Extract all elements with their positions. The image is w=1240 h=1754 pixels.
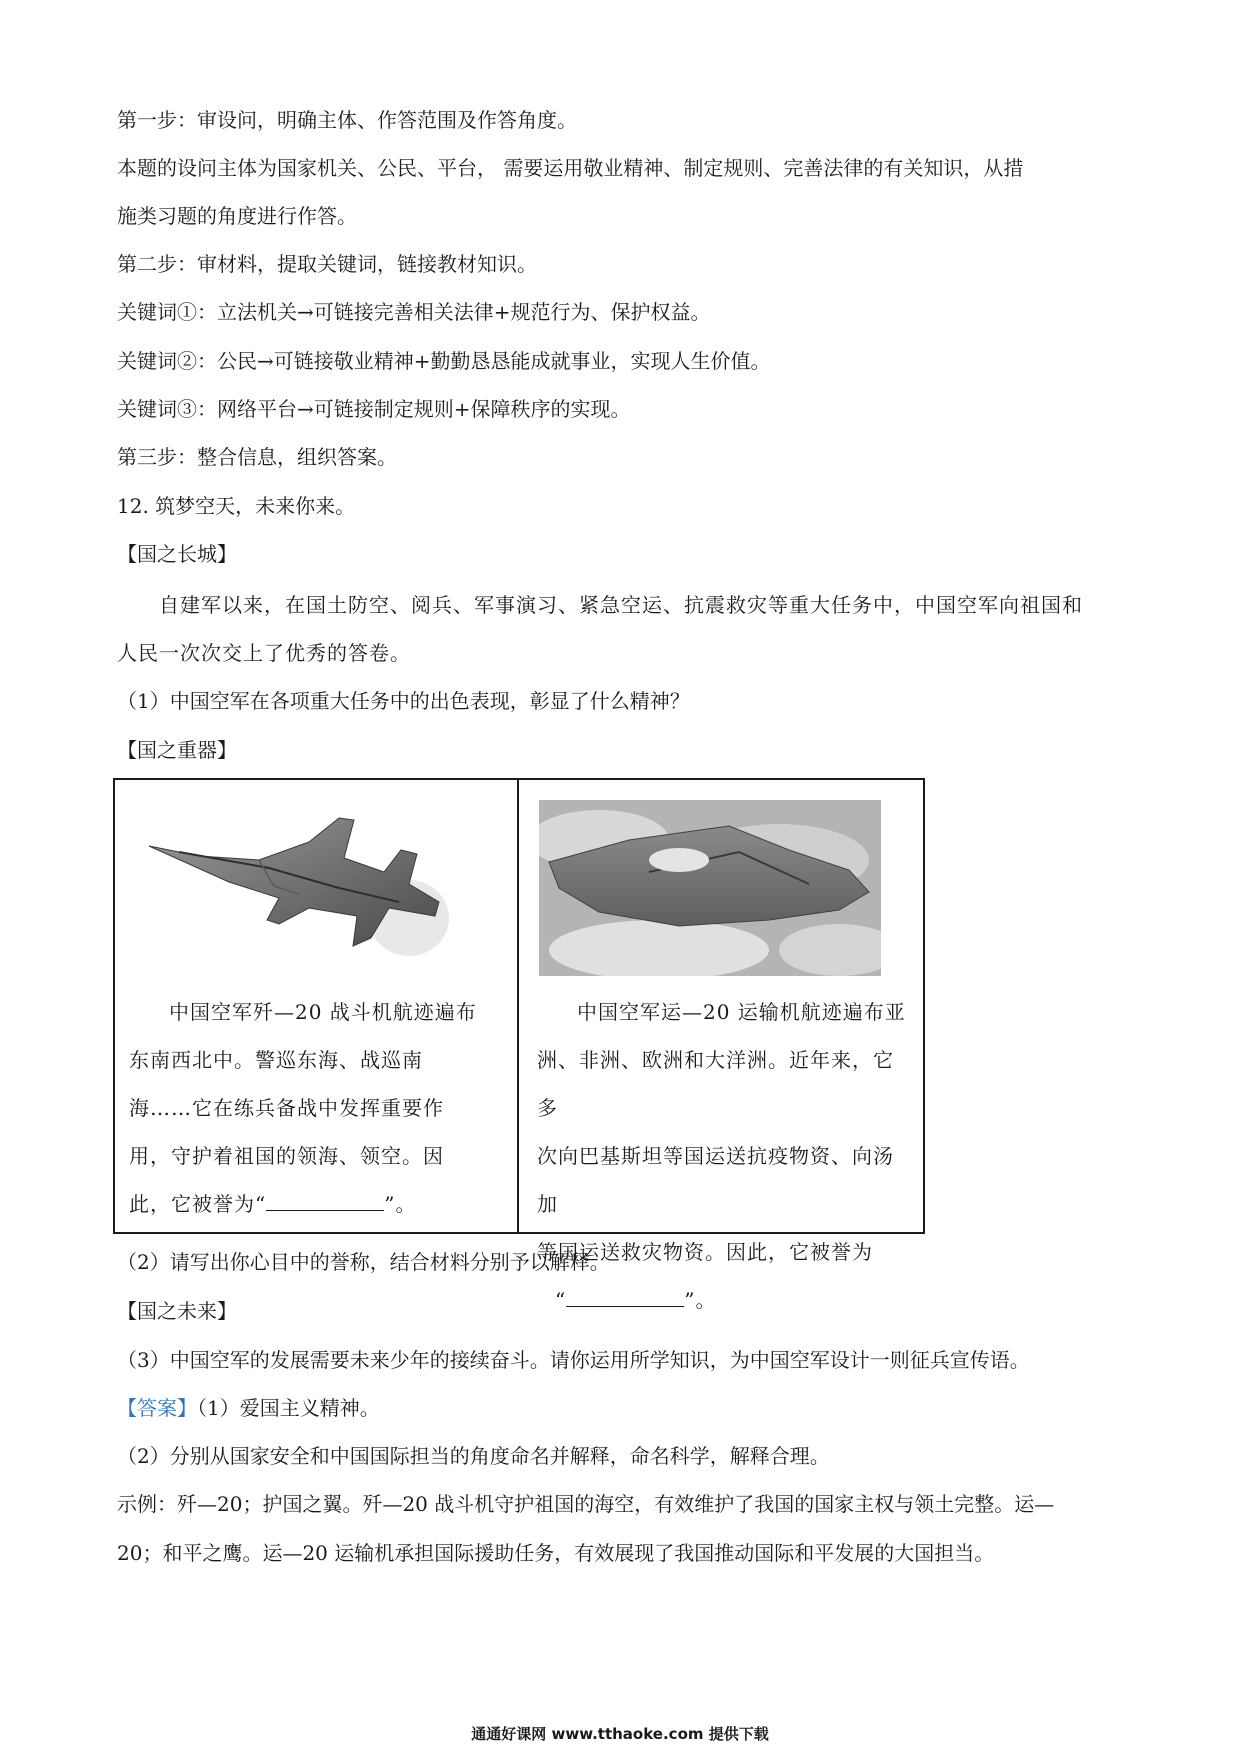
step-two-text: 第二步：审材料，提取关键词，链接教材知识。 bbox=[117, 252, 537, 276]
y20-transport-image bbox=[539, 800, 881, 976]
step-three-text: 第三步：整合信息，组织答案。 bbox=[117, 445, 397, 469]
answer-tag: 【答案】 bbox=[117, 1396, 197, 1420]
y20-caption-line-4: 等国运送救灾物资。因此，它被誉为 bbox=[537, 1240, 873, 1264]
j20-cell bbox=[115, 780, 519, 1232]
footer-watermark: 通通好课网 www.tthaoke.com 提供下载 bbox=[471, 1725, 769, 1743]
j20-fighter-image bbox=[139, 798, 499, 978]
answer-example-cont: 20；和平之鹰。运—20 运输机承担国际援助任务，有效展现了我国推动国际和平发展的大国担当。 bbox=[117, 1541, 995, 1565]
j20-answer-blank[interactable] bbox=[266, 1190, 384, 1211]
j20-caption-line-5-post: ”。 bbox=[384, 1192, 417, 1216]
y20-caption-line-5-pre: “ bbox=[555, 1288, 567, 1312]
sub-question-3: （3）中国空军的发展需要未来少年的接续奋斗。请你运用所学知识，为中国空军设计一则征兵宣传语。 bbox=[117, 1348, 1030, 1372]
j20-caption-line-3: 海……它在练兵备战中发挥重要作 bbox=[129, 1096, 444, 1120]
keyword-one-text: 关键词①：立法机关→可链接完善相关法律+规范行为、保护权益。 bbox=[117, 300, 711, 324]
answer-1-text: （1）爱国主义精神。 bbox=[197, 1396, 380, 1420]
y20-answer-blank[interactable] bbox=[566, 1286, 684, 1307]
section-heavy-weapon-heading: 【国之重器】 bbox=[117, 738, 237, 762]
y20-cell bbox=[519, 780, 923, 1312]
keyword-two-text: 关键词②：公民→可链接敬业精神+勤勤恳恳能成就事业，实现人生价值。 bbox=[117, 349, 771, 373]
sub-question-1: （1）中国空军在各项重大任务中的出色表现，彰显了什么精神？ bbox=[117, 689, 690, 713]
y20-caption-line-5-post: ”。 bbox=[684, 1288, 717, 1312]
y20-caption-line-2: 洲、非洲、欧洲和大洋洲。近年来，它多 bbox=[537, 1048, 894, 1120]
keyword-three-text: 关键词③：网络平台→可链接制定规则+保障秩序的实现。 bbox=[117, 397, 631, 421]
question-subject-text: 本题的设问主体为国家机关、公民、平台， 需要运用敬业精神、制定规则、完善法律的有关知识，从措 bbox=[117, 156, 1024, 180]
j20-caption-line-5-pre: 此，它被誉为“ bbox=[129, 1192, 267, 1216]
great-wall-paragraph-cont: 人民一次次交上了优秀的答卷。 bbox=[117, 641, 411, 665]
y20-caption-line-3: 次向巴基斯坦等国运送抗疫物资、向汤加 bbox=[537, 1144, 894, 1216]
j20-caption-line-2: 东南西北中。警巡东海、战巡南 bbox=[129, 1048, 423, 1072]
question-subject-text-cont: 施类习题的角度进行作答。 bbox=[117, 204, 357, 228]
great-wall-paragraph: 自建军以来，在国土防空、阅兵、军事演习、紧急空运、抗震救灾等重大任务中，中国空军向祖国和 bbox=[159, 593, 1083, 617]
j20-caption-line-4: 用，守护着祖国的领海、领空。因 bbox=[129, 1144, 444, 1168]
answer-example: 示例：歼—20；护国之翼。歼—20 战斗机守护祖国的海空，有效维护了我国的国家主权与领土完整。运— bbox=[117, 1492, 1055, 1516]
sub-question-2: （2）请写出你心目中的誉称，结合材料分别予以解释。 bbox=[117, 1250, 610, 1274]
j20-caption-line-1: 中国空军歼—20 战斗机航迹遍布 bbox=[169, 1000, 477, 1024]
answer-2: （2）分别从国家安全和中国国际担当的角度命名并解释，命名科学，解释合理。 bbox=[117, 1444, 830, 1468]
section-future-heading: 【国之未来】 bbox=[117, 1299, 237, 1323]
answer-1 bbox=[117, 1395, 380, 1421]
y20-caption-line-1: 中国空军运—20 运输机航迹遍布亚 bbox=[577, 1000, 906, 1024]
j20-caption bbox=[129, 988, 499, 1228]
question-12-title: 12. 筑梦空天，未来你来。 bbox=[117, 494, 356, 518]
step-one-text: 第一步：审设问，明确主体、作答范围及作答角度。 bbox=[117, 108, 577, 132]
section-great-wall-heading: 【国之长城】 bbox=[117, 542, 237, 566]
